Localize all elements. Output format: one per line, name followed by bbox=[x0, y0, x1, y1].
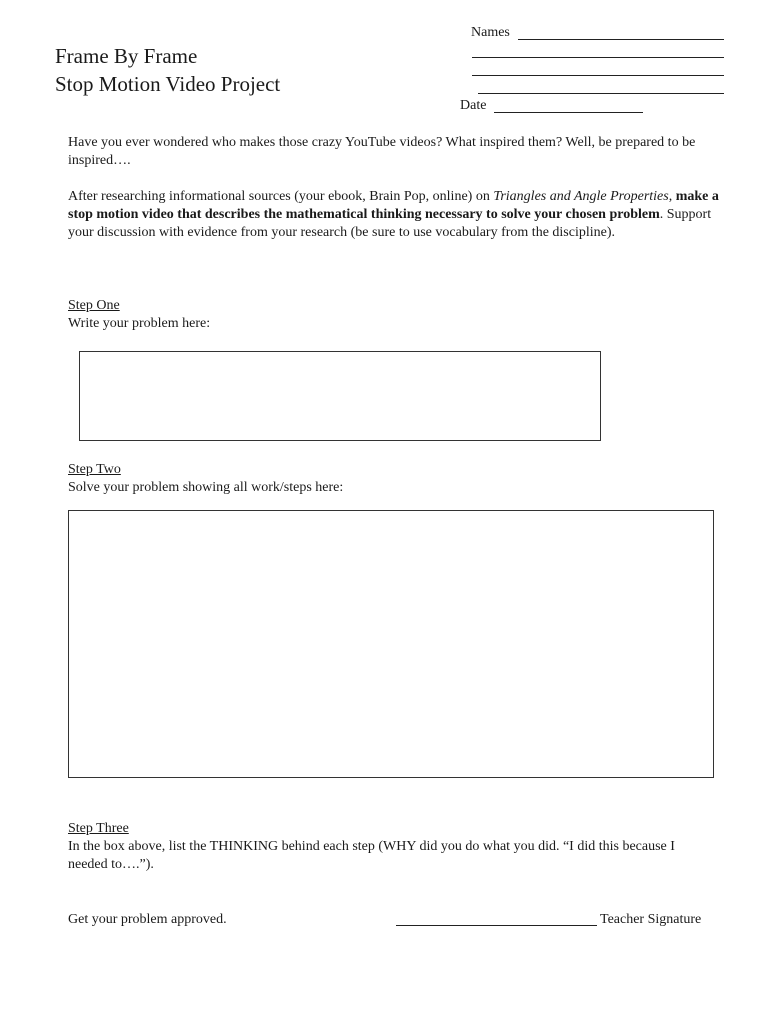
intro-task-bold: make a stop motion video that describes the mathematical thinking necessary to solve your chosen problem bbox=[68, 189, 719, 222]
intro-paragraph-2-text-a: After researching informational sources (your ebook, Brain Pop, online) on bbox=[68, 189, 494, 204]
names-line-1[interactable] bbox=[518, 39, 724, 40]
names-label: Names bbox=[471, 25, 510, 40]
date-label: Date bbox=[460, 98, 487, 113]
approval-text: Get your problem approved. bbox=[68, 912, 227, 927]
step-three-instruction: In the box above, list the THINKING behind each step (WHY did you do what you did. “I did this because I needed to….”). bbox=[68, 839, 675, 872]
problem-box[interactable] bbox=[79, 351, 601, 441]
intro-paragraph-2 bbox=[68, 188, 728, 242]
page-title-line1: Frame By Frame bbox=[55, 44, 198, 68]
names-line-3[interactable] bbox=[472, 75, 724, 76]
page-title-line2: Stop Motion Video Project bbox=[55, 72, 281, 96]
intro-paragraph-1: Have you ever wondered who makes those crazy YouTube videos? What inspired them? Well, be prepared to be inspired…. bbox=[68, 135, 696, 168]
names-line-4[interactable] bbox=[478, 93, 724, 94]
step-three-heading: Step Three bbox=[68, 821, 129, 836]
intro-topic-italic: Triangles and Angle Properties bbox=[493, 189, 669, 204]
teacher-signature-label: Teacher Signature bbox=[600, 912, 702, 927]
step-one-instruction: Write your problem here: bbox=[68, 316, 211, 331]
intro-paragraph-2-text-c: . Support your discussion with evidence from your research (be sure to use vocabulary from the discipline). bbox=[68, 207, 712, 240]
step-two-instruction: Solve your problem showing all work/steps here: bbox=[68, 480, 344, 495]
teacher-signature-line[interactable] bbox=[396, 925, 597, 926]
intro-paragraph-2-text-b: , bbox=[668, 189, 676, 204]
step-one-heading: Step One bbox=[68, 298, 120, 313]
work-steps-box[interactable] bbox=[68, 510, 714, 778]
date-line[interactable] bbox=[494, 112, 643, 113]
names-line-2[interactable] bbox=[472, 57, 724, 58]
step-two-heading: Step Two bbox=[68, 462, 121, 477]
